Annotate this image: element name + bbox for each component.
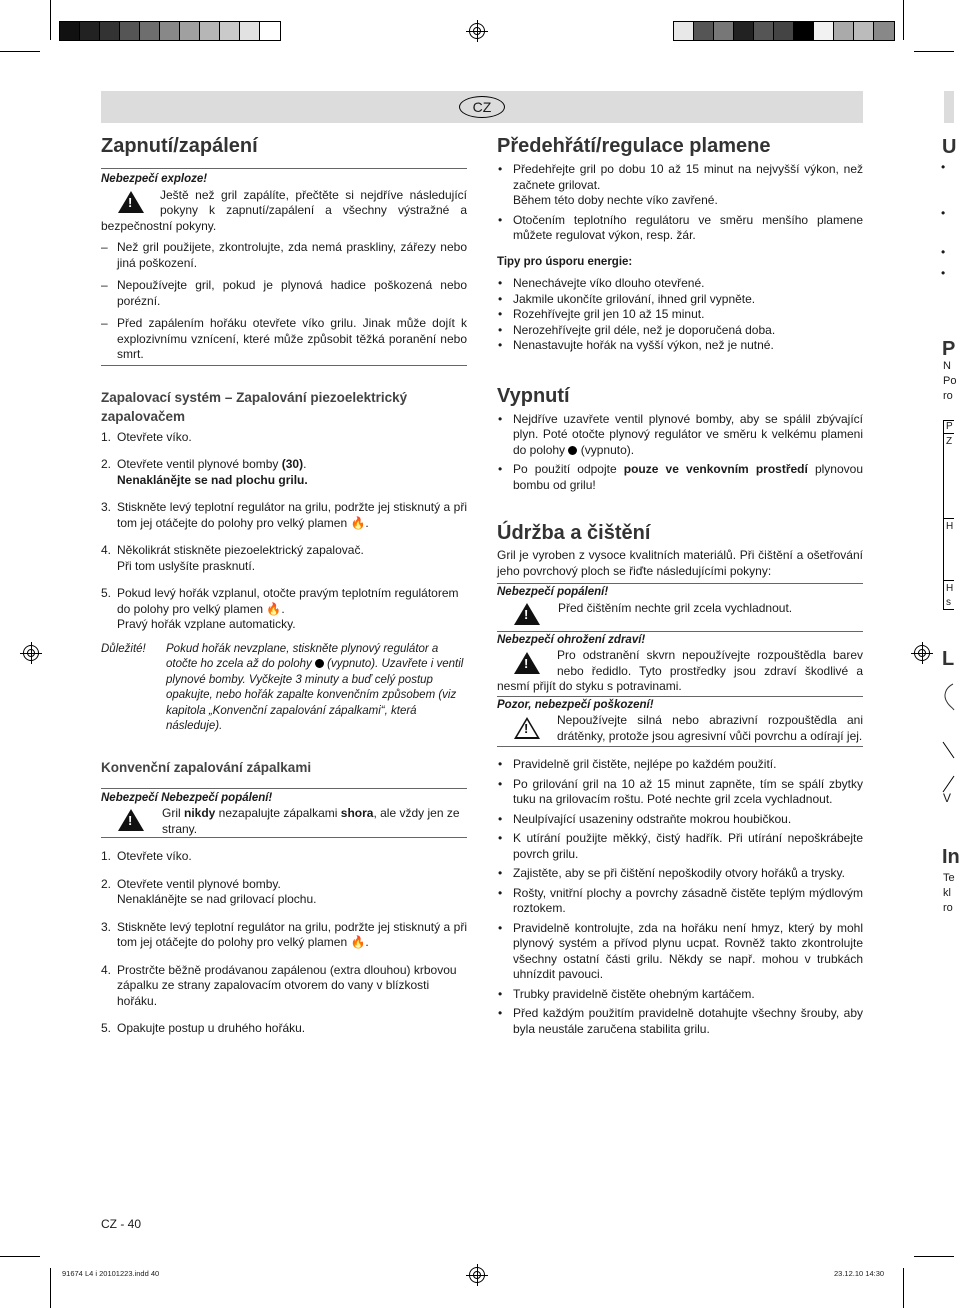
subsection-title-matches: Konvenční zapalování zápalkami	[101, 759, 312, 775]
list-item: 1. Otevřete víko.	[101, 429, 192, 444]
list-item: • Zajistěte, aby se při čištění nepoškodily otvory hořáků a trysky.	[513, 866, 863, 882]
warning-icon	[118, 191, 144, 213]
edge-table-rule	[943, 518, 954, 519]
steps-matches	[101, 849, 467, 1037]
edge-table	[943, 420, 954, 610]
edge-fragment: V	[943, 791, 952, 805]
warning-title: Nebezpečí popálení!	[497, 586, 609, 598]
edge-table-rule	[943, 580, 954, 581]
print-date: 23.12.10 14:30	[834, 1269, 885, 1278]
registration-mark	[469, 1267, 485, 1283]
warning-icon	[514, 652, 540, 674]
list-item: – Nepoužívejte gril, pokud je plynová hadice poškozená nebo porézní.	[117, 278, 467, 309]
list-item: 4. Několikrát stiskněte piezoelektrický zapalovač. Při tom uslyšíte prasknutí.	[101, 543, 364, 573]
list-item: • Předehřejte gril po dobu 10 až 15 minut na nejvyšší výkon, než začnete grilovat. Během této doby nechte víko zavřené.	[513, 162, 863, 209]
note-text: Pokud hořák nevzplane, stiskněte plynový regulátor a otočte ho zcela až do polohy (vypnuto). Uzavřete i ventil plynové bomby. Vyčkejte 3 minuty a buď celý postup opakujte, nebo hořák zapalte konvenčním způsobem (viz kapitola „Konvenční zapalování zápalkami“, která následuje).	[166, 642, 464, 732]
list-item: • Nenechávejte víko dlouho otevřené.	[513, 276, 863, 292]
warning-burn-cleaning	[497, 584, 863, 631]
off-list	[497, 412, 863, 494]
section-title-preheat: Předehřátí/regulace plamene	[497, 135, 771, 157]
warning-text: Před čištěním nechte gril zcela vychladnout.	[558, 600, 793, 615]
registration-mark	[23, 645, 39, 661]
edge-bullet: •	[941, 245, 946, 259]
list-item: • Po grilování gril na 10 až 15 minut zapněte, tím se spálí zbytky tuku na grilovacím roštu. Poté nechte gril zcela vychladnout.	[513, 777, 863, 808]
edge-fragment: Te	[943, 872, 955, 884]
warning-title: Nebezpečí ohrožení zdraví!	[497, 633, 646, 646]
subsection-title-piezo: Zapalovací systém – Zapalování piezoelektrický zapalovačem	[101, 389, 408, 424]
crop-mark	[914, 1256, 954, 1257]
edge-fragment: s	[946, 597, 951, 608]
list-item: • Pravidelně kontrolujte, zda na hořáku není hmyz, který by mohl plynový systém a přívod plynu ucpat. Rovněž takto zkontrolujte všechny ostatní části grilu. Někdy se např. mohou v trubkách uhnízdit pavouci.	[513, 921, 863, 983]
registration-mark	[469, 23, 485, 39]
right-column	[497, 134, 863, 1041]
edge-letter: L	[942, 648, 955, 670]
list-item: 3. Stiskněte levý teplotní regulátor na grilu, podržte jej stisknutý a při tom jej otáčejte do polohy pro velký plamen 🔥.	[101, 919, 467, 949]
list-item: 2. Otevřete ventil plynové bomby (30). Nenaklánějte se nad plochu grilu.	[101, 457, 308, 487]
edge-fragment: H	[946, 521, 954, 532]
divider	[101, 837, 467, 838]
warning-text: Pro odstranění skvrn nepoužívejte rozpouštědla barev nebo ředidlo. Tyto prostředky jsou zdraví škodlivé a nesmí přijít do styku s potravinami.	[497, 648, 863, 693]
warning-explosion	[101, 169, 467, 363]
file-info: 91674 L4 i 20101223.indd 40	[62, 1269, 160, 1278]
note-label: Důležité!	[101, 642, 146, 655]
list-item: 3. Stiskněte levý teplotní regulátor na grilu, podržte jej stisknutý a při tom jej otáčejte do polohy pro velký plamen 🔥.	[101, 500, 467, 530]
flame-icon: 🔥	[350, 935, 366, 949]
warning-burn	[101, 789, 467, 838]
warning-damage	[497, 697, 863, 745]
header-band-edge	[944, 91, 954, 123]
edge-table-rule	[943, 433, 954, 434]
edge-fragment: kl	[943, 887, 951, 899]
list-item: • Jakmile ukončíte grilování, ihned gril vypněte.	[513, 292, 863, 308]
edge-bullet: •	[941, 206, 946, 220]
warning-text: Nepoužívejte silná nebo abrazivní rozpouštědla ani drátěnky, protože jsou agresivní vůči povrchu a odírají jej.	[557, 713, 863, 743]
edge-fragment: ro	[943, 390, 953, 402]
list-item: • Nejdříve uzavřete ventil plynové bomby, aby se spálil zbývající plyn. Poté otočte plynový regulátor ve směru k velkému plameni do polohy (vypnuto).	[513, 412, 863, 459]
warning-text: Ještě než gril zapálíte, přečtěte si nejdříve následující pokyny k zapnutí/zapálení a všechny výstražné a bezpečnostní pokyny.	[101, 187, 467, 233]
list-item: • Před každým použitím pravidelně dotahujte všechny šrouby, aby byla neustále zaručena stabilita grilu.	[513, 1006, 863, 1037]
crop-mark	[50, 1268, 51, 1308]
section-title-ignition: Zapnutí/zapálení	[101, 135, 258, 157]
crop-mark	[0, 1256, 40, 1257]
edge-fragment: P	[946, 421, 953, 432]
list-item: – Před zapálením hořáku otevřete víko grilu. Jinak může dojít k explozivnímu vznícení, které může způsobit těžká poranění nebo smrt.	[117, 316, 467, 363]
edge-fragment: Z	[946, 436, 953, 447]
divider	[101, 365, 467, 366]
list-item: • K utírání použijte měkký, čistý hadřík. Při utírání nepoškrábejte povrch grilu.	[513, 831, 863, 862]
color-bar-left	[59, 21, 281, 41]
warning-outline-icon	[514, 717, 540, 739]
list-item: – Než gril použijete, zkontrolujte, zda nemá praskliny, zářezy nebo jiná poškození.	[117, 240, 467, 271]
important-note	[101, 642, 467, 735]
warning-icon	[118, 809, 144, 831]
off-dot-icon	[315, 659, 324, 668]
care-list	[497, 757, 863, 1037]
warning-title: Nebezpečí exploze!	[101, 173, 208, 185]
list-item: 2. Otevřete ventil plynové bomby. Nenaklánějte se nad grilovací plochu.	[101, 876, 317, 906]
edge-bullet: •	[941, 160, 946, 174]
list-item: • Nenastavujte hořák na vyšší výkon, než je nutné.	[513, 338, 863, 354]
list-item: • Neulpívající usazeniny odstraňte mokrou houbičkou.	[513, 812, 863, 828]
edge-fragment: H	[946, 583, 954, 594]
list-item: 1. Otevřete víko.	[101, 849, 192, 863]
crop-mark	[903, 1268, 904, 1308]
left-column	[101, 134, 467, 1049]
edge-fragment: N	[943, 360, 951, 372]
warning-title: Nebezpečí Nebezpečí popálení!	[101, 791, 273, 804]
tips-title: Tipy pro úsporu energie:	[497, 255, 633, 268]
list-item: 5. Pokud levý hořák vzplanul, otočte pravým teplotním regulátorem do polohy pro velký plamen 🔥. Pravý hořák vzplane automaticky.	[101, 586, 459, 631]
edge-letter: P	[942, 338, 956, 360]
divider	[497, 746, 863, 747]
crop-mark	[903, 0, 904, 40]
warning-title: Pozor, nebezpečí poškození!	[497, 698, 654, 711]
crop-mark	[0, 51, 40, 52]
warning-icon	[514, 603, 540, 625]
section-title-off: Vypnutí	[497, 384, 570, 407]
list-item: • Rošty, vnitřní plochy a povrchy zásadně čistěte teplým mýdlovým roztokem.	[513, 886, 863, 917]
flame-icon: 🔥	[266, 601, 282, 616]
page-number: CZ - 40	[101, 1217, 142, 1231]
color-bar-right	[673, 21, 895, 41]
steps-piezo	[101, 430, 467, 633]
list-item: • Otočením teplotního regulátoru ve směru menšího plamene můžete regulovat výkon, resp. žár.	[513, 213, 863, 244]
warning-health	[497, 632, 863, 695]
edge-fragment: ro	[943, 902, 953, 914]
list-item: 4. Prostrčte běžně prodávanou zapálenou (extra dlouhou) krbovou zápalku ze strany zapalovacím otvorem do vany v blízkosti hořáku.	[101, 962, 457, 1008]
flame-icon: 🔥	[350, 515, 366, 530]
tips-list	[497, 276, 863, 354]
edge-letter: In	[942, 846, 960, 868]
list-item: • Nerozehřívejte gril déle, než je doporučená doba.	[513, 323, 863, 339]
edge-bullet: •	[941, 266, 946, 280]
edge-fragment: Po	[943, 375, 957, 387]
list-item: 5. Opakujte postup u druhého hořáku.	[101, 1021, 306, 1035]
warning-list	[101, 240, 467, 363]
registration-mark	[914, 645, 930, 661]
list-item: • Trubky pravidelně čistěte ohebným kartáčem.	[513, 987, 863, 1003]
list-item: • Pravidelně gril čistěte, nejlépe po každém použití.	[513, 757, 863, 773]
list-item: • Po použití odpojte pouze ve venkovním prostředí plynovou bombu od grilu!	[513, 462, 863, 493]
section-title-care: Údržba a čištění	[497, 522, 651, 544]
preheat-list	[497, 162, 863, 244]
edge-letter: U	[942, 136, 957, 158]
crop-mark	[914, 51, 954, 52]
list-item: • Rozehřívejte gril jen 10 až 15 minut.	[513, 307, 863, 323]
language-badge: CZ	[459, 96, 505, 118]
care-intro: Gril je vyroben z vysoce kvalitních materiálů. Při čištění a ošetřování jeho povrchový ploch se řiďte následujícími pokyny:	[497, 548, 863, 578]
edge-recycle-icon	[941, 680, 954, 721]
crop-mark	[50, 0, 51, 40]
warning-text: Gril nikdy nezapalujte zápalkami shora, ale vždy jen ze strany.	[162, 806, 460, 836]
